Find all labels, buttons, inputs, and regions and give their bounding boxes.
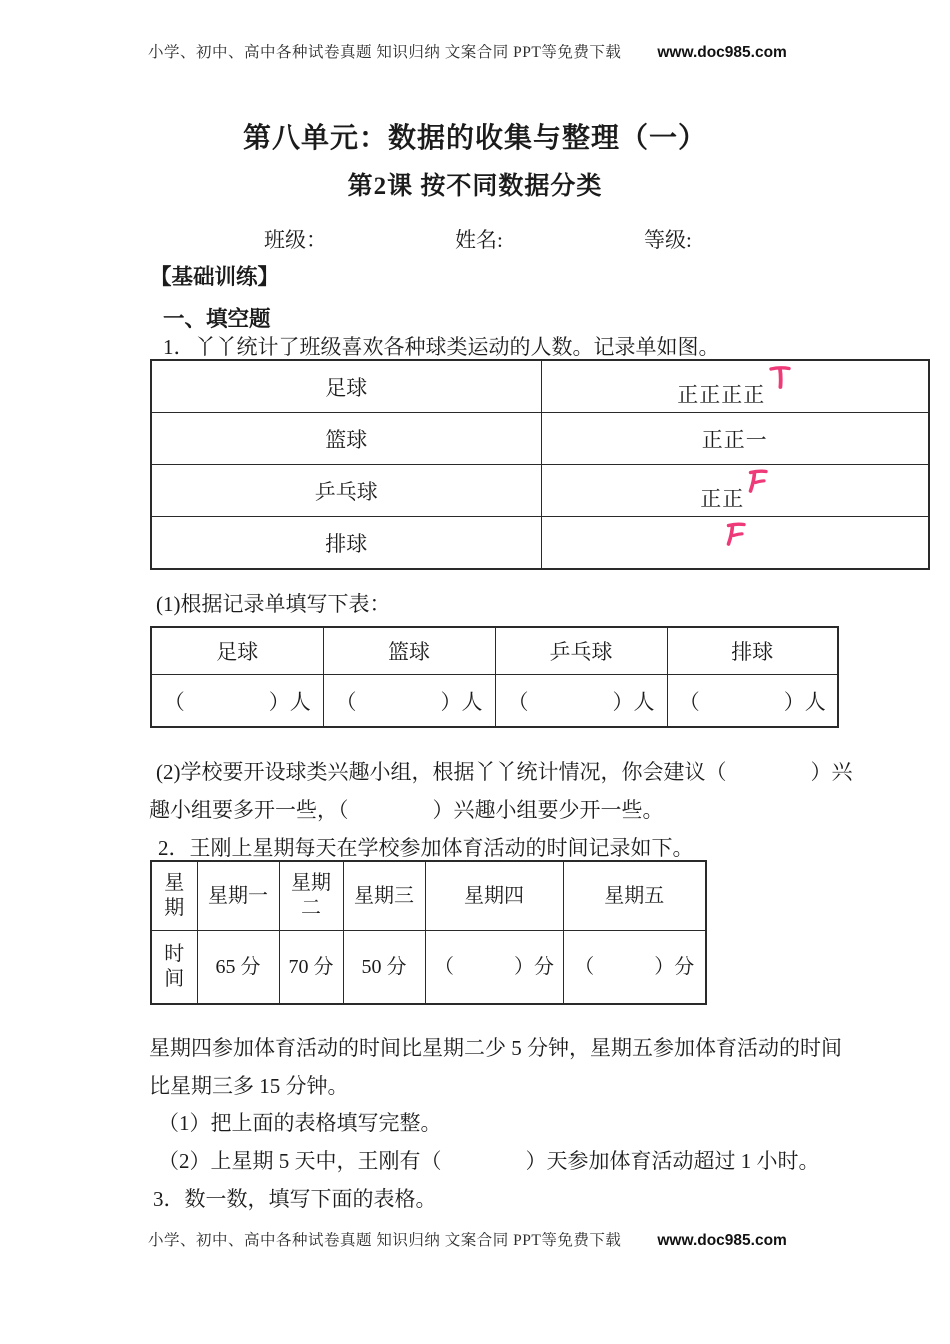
sport-label: 篮球: [325, 427, 368, 452]
header-url: www.doc985.com: [657, 44, 787, 61]
count-blank-cell: （ ）人: [323, 675, 495, 728]
pink-tally-3-strokes-icon: [747, 468, 769, 496]
section-basic-training: 【基础训练】: [150, 265, 280, 289]
time-value-cell: 时间: [151, 931, 197, 1005]
footer-text: 小学、初中、高中各种试卷真题 知识归纳 文案合同 PPT等免费下载: [148, 1232, 622, 1249]
tally-marks: 正正一: [701, 427, 768, 452]
table-row: [151, 675, 838, 728]
page-footer: [148, 1228, 787, 1250]
weekday-header-cell: 星期三: [343, 861, 425, 931]
table-row: [151, 861, 706, 931]
time-value-cell: 70 分: [279, 931, 343, 1005]
sport-label-cell: [151, 465, 541, 517]
question1-sub2-line2: 趣小组要多开一些，（ ）兴趣小组要少开一些。: [149, 798, 664, 822]
table-row: [151, 413, 929, 465]
sport-label-cell: [151, 517, 541, 570]
weekday-header-cell: 星期五: [563, 861, 706, 931]
header-text: 小学、初中、高中各种试卷真题 知识归纳 文案合同 PPT等免费下载: [148, 44, 622, 61]
question3-stem: 3．数一数，填写下面的表格。: [153, 1187, 437, 1211]
question1-sub1: (1)根据记录单填写下表：: [156, 592, 391, 616]
count-blank-cell: （ ）人: [495, 675, 667, 728]
page-header: [148, 40, 787, 62]
question1-stem: 1．丫丫统计了班级喜欢各种球类运动的人数。记录单如图。: [163, 335, 720, 359]
lesson-title: 第2课 按不同数据分类: [347, 173, 603, 200]
tally-cell: [541, 465, 929, 517]
sport-label: 足球: [325, 375, 368, 400]
time-value-cell: 65 分: [197, 931, 279, 1005]
weekday-header-cell: 星期二: [279, 861, 343, 931]
weekday-header-cell: 星期一: [197, 861, 279, 931]
tally-cell: [541, 360, 929, 413]
pink-tally-3-strokes-icon: [725, 521, 747, 549]
question2-note-line1: 星期四参加体育活动的时间比星期二少 5 分钟，星期五参加体育活动的时间: [149, 1036, 842, 1060]
table-row: [151, 627, 838, 675]
count-header-cell: 篮球: [323, 627, 495, 675]
count-blank-cell: （ ）人: [151, 675, 323, 728]
count-blank-cell: （ ）人: [667, 675, 838, 728]
count-header-cell: 排球: [667, 627, 838, 675]
table-row: [151, 931, 706, 1005]
question2-sub2: （2）上星期 5 天中，王刚有（ ）天参加体育活动超过 1 小时。: [158, 1149, 820, 1173]
name-label: 姓名:: [455, 228, 503, 252]
part-fill-in-blanks: 一、填空题: [163, 307, 271, 331]
time-table: [150, 860, 707, 1005]
grade-label: 等级:: [644, 228, 692, 252]
weekday-header-cell: 星期四: [425, 861, 563, 931]
sport-label-cell: [151, 413, 541, 465]
unit-title: 第八单元：数据的收集与整理（一）: [242, 123, 707, 154]
table-row: [151, 360, 929, 413]
table-row: [151, 517, 929, 570]
count-table: [150, 626, 839, 728]
table-row: [151, 465, 929, 517]
count-header-cell: 足球: [151, 627, 323, 675]
question1-sub2-line1: (2)学校要开设球类兴趣小组，根据丫丫统计情况，你会建议（ ）兴: [156, 760, 853, 784]
student-info-line: [0, 224, 950, 254]
class-label: 班级：: [264, 228, 327, 252]
question2-sub1: （1）把上面的表格填写完整。: [158, 1111, 442, 1135]
sport-label-cell: [151, 360, 541, 413]
count-header-cell: 乒乓球: [495, 627, 667, 675]
tally-cell: [541, 413, 929, 465]
footer-url: www.doc985.com: [657, 1232, 787, 1249]
pink-tally-2-strokes-icon: [768, 364, 792, 392]
time-value-cell: 50 分: [343, 931, 425, 1005]
record-table: [150, 359, 930, 570]
sport-label: 排球: [325, 531, 368, 556]
tally-marks: 正正: [700, 487, 745, 511]
sport-label: 乒乓球: [314, 479, 378, 504]
tally-marks: 正正正正: [677, 383, 766, 407]
question2-stem: 2．王刚上星期每天在学校参加体育活动的时间记录如下。: [158, 836, 694, 860]
time-value-cell: （ ）分: [425, 931, 563, 1005]
weekday-header-cell: 星期: [151, 861, 197, 931]
question2-note-line2: 比星期三多 15 分钟。: [149, 1074, 349, 1098]
tally-cell: [541, 517, 929, 570]
time-value-cell: （ ）分: [563, 931, 706, 1005]
